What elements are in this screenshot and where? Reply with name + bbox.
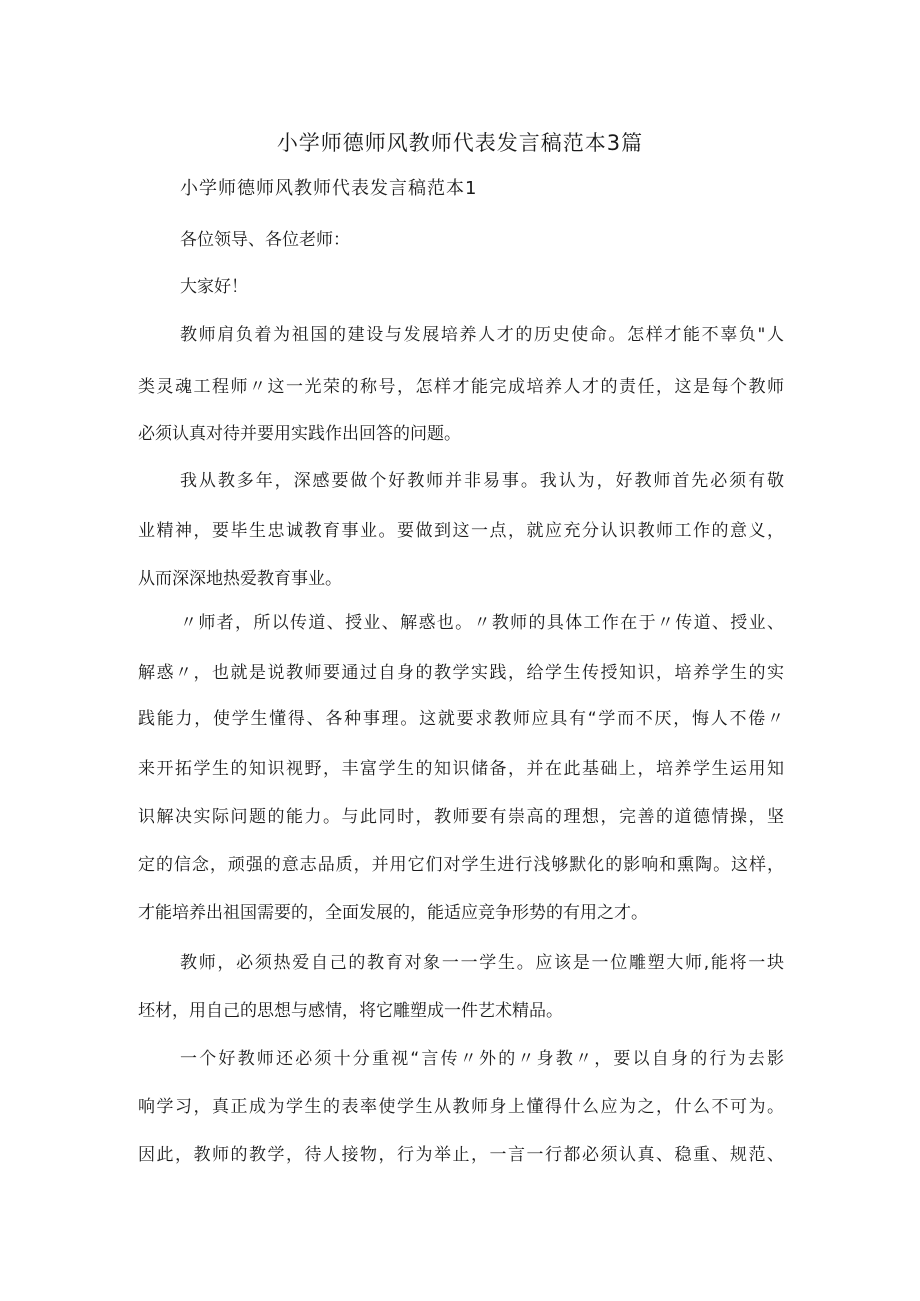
body-line: 响学习，真正成为学生的表率使学生从教师身上懂得什么应为之，什么不可为。 xyxy=(138,1097,784,1117)
body-line: 才能培养出祖国需要的，全面发展的，能适应竞争形势的有用之才。 xyxy=(138,903,648,923)
section-heading: 小学师德师风教师代表发言稿范本1 xyxy=(180,178,478,199)
body-line: 坯材，用自己的思想与感情，将它雕塑成一件艺术精品。 xyxy=(138,1001,563,1021)
body-line: 识解决实际问题的能力。与此同时，教师要有崇高的理想，完善的道德情操，坚 xyxy=(138,807,784,827)
body-line: 必须认真对待并要用实践作出回答的问题。 xyxy=(138,424,461,444)
body-line: 践能力，使学生懂得、各种事理。这就要求教师应具有“学而不厌，悔人不倦〃 xyxy=(138,709,784,729)
body-line: 业精神，要毕生忠诚教育事业。要做到这一点，就应充分认识教师工作的意义， xyxy=(138,521,784,541)
body-line: 一个好教师还必须十分重视“言传〃外的〃身教〃，要以自身的行为去影 xyxy=(180,1049,784,1069)
document-title: 小学师德师风教师代表发言稿范本3篇 xyxy=(276,131,644,155)
body-line: 从而深深地热爱教育事业。 xyxy=(138,569,342,589)
body-line: 类灵魂工程师〃这一光荣的称号，怎样才能完成培养人才的责任，这是每个教师 xyxy=(138,377,784,397)
body-line: 教师肩负着为祖国的建设与发展培养人才的历史使命。怎样才能不辜负"人 xyxy=(180,325,784,345)
body-line: 我从教多年，深感要做个好教师并非易事。我认为，好教师首先必须有敬 xyxy=(180,471,784,491)
body-line: 来开拓学生的知识视野，丰富学生的知识储备，并在此基础上，培养学生运用知 xyxy=(138,759,784,779)
body-line: 因此，教师的教学，待人接物，行为举止，一言一行都必须认真、稳重、规范、 xyxy=(138,1145,784,1165)
greeting-line: 各位领导、各位老师： xyxy=(180,230,350,250)
body-line: 解惑〃，也就是说教师要通过自身的教学实践，给学生传授知识，培养学生的实 xyxy=(138,663,784,683)
salutation-line: 大家好！ xyxy=(180,277,248,297)
body-line: 定的信念，顽强的意志品质，并用它们对学生进行浅够默化的影响和熏陶。这样， xyxy=(138,855,784,875)
body-line: 〃师者，所以传道、授业、解惑也。〃教师的具体工作在于〃传道、授业、 xyxy=(180,613,784,633)
body-line: 教师，必须热爱自己的教育对象一一学生。应该是一位雕塑大师,能将一块 xyxy=(180,953,784,973)
